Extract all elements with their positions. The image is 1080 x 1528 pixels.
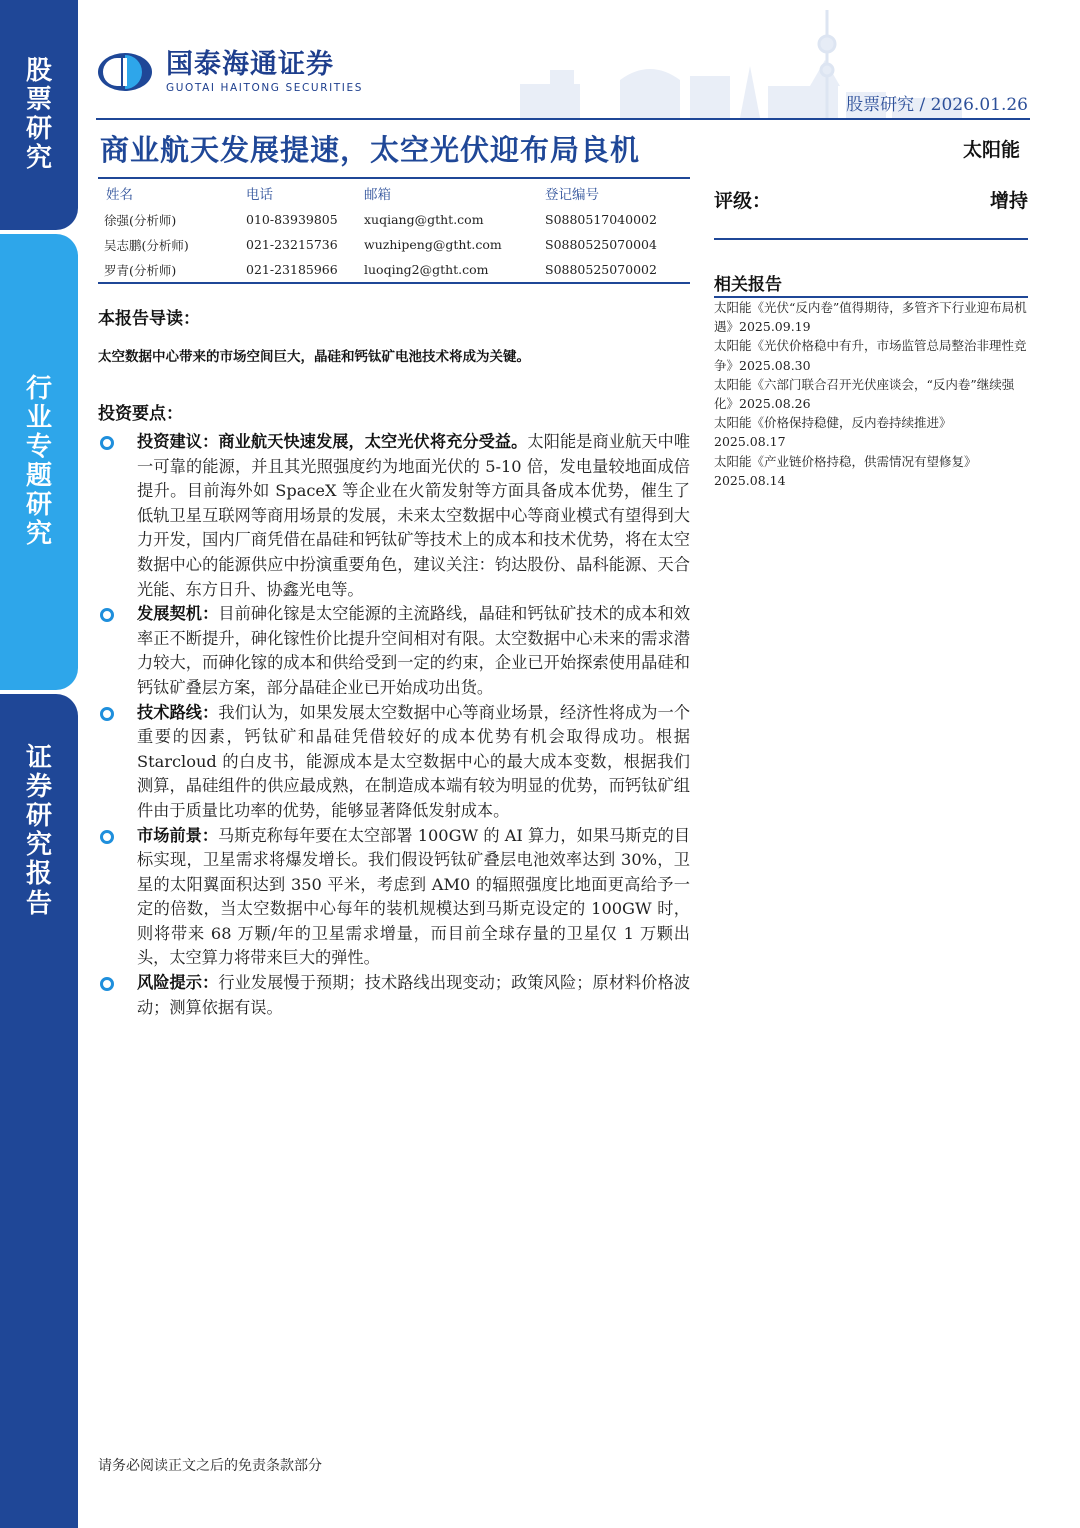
industry-label: 太阳能 xyxy=(962,139,1020,161)
report-title: 商业航天发展提速，太空光伏迎布局良机 xyxy=(100,133,641,167)
report-category: 股票研究 xyxy=(846,95,915,115)
sidebar-char: 研 xyxy=(25,490,52,521)
guide-heading: 本报告导读： xyxy=(98,309,200,329)
sidebar-char: 票 xyxy=(25,84,52,115)
analyst-reg-no: S0880525070002 xyxy=(545,262,657,277)
point-label: 投资建议： xyxy=(137,432,219,451)
logo-english-name: GUOTAI HAITONG SECURITIES xyxy=(166,82,364,94)
analyst-name: 罗青(分析师) xyxy=(104,262,177,278)
related-reports-title: 相关报告 xyxy=(714,275,782,295)
sidebar-char: 报 xyxy=(25,859,52,890)
point-text: 马斯克称每年要在太空部署 100GW 的 AI 算力，如果马斯克的目标实现，卫星需求将爆发增长。我们假设钙钛矿叠层电池效率达到 30%，卫星的太阳翼面积达到 350 平米，考虑到 AM0 的辐照强度比地面更高给予一定的倍数，当太空数据中心每年的装机规模达到马斯克设定的 100GW 时，则将带来 68 万颗/年的卫星需求增量，而目前全球存量的卫星仅 1 万颗出头，太空算力将带来巨大的弹性。 xyxy=(137,825,691,968)
point-label: 风险提示： xyxy=(137,973,219,993)
sidebar-char: 研 xyxy=(25,801,52,832)
related-report-date: 2025.09.19 xyxy=(739,319,811,335)
list-item xyxy=(98,430,690,602)
related-report-date: 2025.08.17 xyxy=(714,434,786,450)
table-row xyxy=(98,207,690,232)
related-report-date: 2025.08.14 xyxy=(714,472,786,488)
sidebar-char: 券 xyxy=(25,772,52,803)
related-report-title: 太阳能《光伏价格稳中有升，市场监管总局整治非理性竞争》 xyxy=(714,338,1027,373)
sidebar-char: 业 xyxy=(25,402,52,433)
company-logo xyxy=(96,50,363,94)
point-text: 我们认为，如果发展太空数据中心等商业场景，经济性将成为一个重要的因素，钙钛矿和晶硅凭借较好的成本优势有机会取得成功。根据 Starcloud 的白皮书，能源成本是太空数据中心的最大成本变数，根据我们测算，晶硅组件的供应最成熟，在制造成本端有较为明显的优势，而钙钛矿组件由于质量比功率的优势，能够显著降低发射成本。 xyxy=(137,702,691,820)
list-item[interactable] xyxy=(714,336,1028,374)
related-report-title: 太阳能《光伏“反内卷”值得期待，多管齐下行业迎布局机遇》 xyxy=(714,300,1027,335)
report-date: 2026.01.26 xyxy=(930,95,1028,115)
analyst-reg-no: S0880525070004 xyxy=(545,237,657,252)
related-report-date: 2025.08.30 xyxy=(739,357,811,373)
circle-bullet-icon xyxy=(100,977,114,991)
circle-bullet-icon xyxy=(100,830,114,844)
list-item xyxy=(98,824,690,972)
related-report-title: 太阳能《价格保持稳健，反内卷持续推进》 xyxy=(714,415,952,431)
sidebar-char: 究 xyxy=(25,830,52,861)
analyst-table xyxy=(98,177,690,284)
sidebar-char: 证 xyxy=(25,743,52,773)
point-text: 太阳能是商业航天中唯一可靠的能源，并且其光照强度约为地面光伏的 5-10 倍，发电量较地面成倍提升。目前海外如 SpaceX 等企业在火箭发射等方面具备成本优势，催生了低轨卫星互联网等商用场景的发展，未来太空数据中心等商业模式有望得到大力开发，国内厂商凭借在晶硅和钙钛矿等技术上的成本和技术优势，将在太空数据中心的能源供应中扮演重要角色，建议关注：钧达股份、晶科能源、天合光能、东方日升、协鑫光电等。 xyxy=(137,432,691,599)
analyst-email[interactable]: xuqiang@gtht.com xyxy=(364,212,484,227)
table-row xyxy=(98,257,690,282)
header-rule xyxy=(96,118,1030,120)
sidebar-char: 研 xyxy=(25,114,52,144)
header-category-date xyxy=(846,90,1028,115)
analyst-email[interactable]: wuzhipeng@gtht.com xyxy=(364,237,502,252)
point-label: 市场前景： xyxy=(137,825,219,845)
investment-points-list xyxy=(98,430,690,1020)
point-text: 目前砷化镓是太空能源的主流路线，晶硅和钙钛矿技术的成本和效率正不断提升，砷化镓性价比提升空间相对有限。太空数据中心未来的需求潜力较大，而砷化镓的成本和供给受到一定的约束，企业已开始探索使用晶硅和钙钛矿叠层方案，部分晶硅企业已开始成功出货。 xyxy=(137,604,691,697)
point-label: 技术路线： xyxy=(137,702,219,722)
analyst-name: 吴志鹏(分析师) xyxy=(104,237,189,253)
analyst-email[interactable]: luoqing2@gtht.com xyxy=(364,262,489,277)
analyst-phone: 010-83939805 xyxy=(246,212,338,227)
analyst-phone: 021-23215736 xyxy=(246,237,338,252)
sidebar-tab-stock-research xyxy=(0,0,78,230)
list-item xyxy=(98,701,690,824)
analyst-table-header xyxy=(98,179,690,207)
list-item[interactable] xyxy=(714,452,1028,490)
related-report-date: 2025.08.26 xyxy=(739,396,811,412)
rating-label: 评级： xyxy=(714,190,772,212)
related-reports-list xyxy=(714,298,1028,490)
circle-bullet-icon xyxy=(100,707,114,721)
list-item xyxy=(98,602,690,700)
analyst-phone: 021-23185966 xyxy=(246,262,338,277)
circle-bullet-icon xyxy=(100,608,114,622)
table-row xyxy=(98,232,690,257)
sidebar-char: 股 xyxy=(25,55,52,86)
related-report-title: 太阳能《六部门联合召开光伏座谈会，“反内卷”继续强化》 xyxy=(714,376,1015,412)
list-item[interactable] xyxy=(714,375,1028,413)
circle-bullet-icon xyxy=(100,436,114,450)
sidebar-char: 究 xyxy=(25,143,52,174)
related-report-title: 太阳能《产业链价格持稳，供需情况有望修复》 xyxy=(714,453,977,469)
point-lead: 商业航天快速发展，太空光伏将充分受益。 xyxy=(218,432,528,451)
header-name: 姓名 xyxy=(106,187,133,203)
analyst-reg-no: S0880517040002 xyxy=(545,212,657,227)
logo-mark-icon xyxy=(96,51,154,93)
header-reg-no: 登记编号 xyxy=(545,187,599,203)
sidebar-char: 告 xyxy=(25,888,52,919)
sidebar-tab-industry-topic xyxy=(0,234,78,690)
rating-value: 增持 xyxy=(989,190,1028,212)
sidebar-char: 究 xyxy=(25,519,52,550)
rating-block xyxy=(714,186,1028,213)
header-separator: / xyxy=(919,95,926,115)
list-item xyxy=(98,971,690,1020)
list-item[interactable] xyxy=(714,413,1028,451)
point-label: 发展契机： xyxy=(137,604,219,624)
sidebar-char: 专 xyxy=(25,431,52,462)
sidebar-char: 行 xyxy=(25,373,52,404)
point-text: 行业发展慢于预期；技术路线出现变动；政策风险；原材料价格波动；测算依据有误。 xyxy=(137,973,691,1017)
guide-text: 太空数据中心带来的市场空间巨大，晶硅和钙钛矿电池技术将成为关键。 xyxy=(98,349,530,365)
sidebar-tab-securities-report xyxy=(0,694,78,1528)
logo-chinese-name: 国泰海通证券 xyxy=(166,49,334,80)
sidebar-char: 题 xyxy=(25,461,52,491)
disclaimer-note: 请务必阅读正文之后的免责条款部分 xyxy=(98,1458,322,1474)
analyst-name: 徐强(分析师) xyxy=(104,212,177,228)
rating-rule xyxy=(714,238,1028,240)
table-bottom-rule xyxy=(98,282,690,284)
header-email: 邮箱 xyxy=(364,187,391,203)
header-phone: 电话 xyxy=(246,187,273,203)
investment-points-heading: 投资要点： xyxy=(98,404,183,424)
list-item[interactable] xyxy=(714,298,1028,336)
